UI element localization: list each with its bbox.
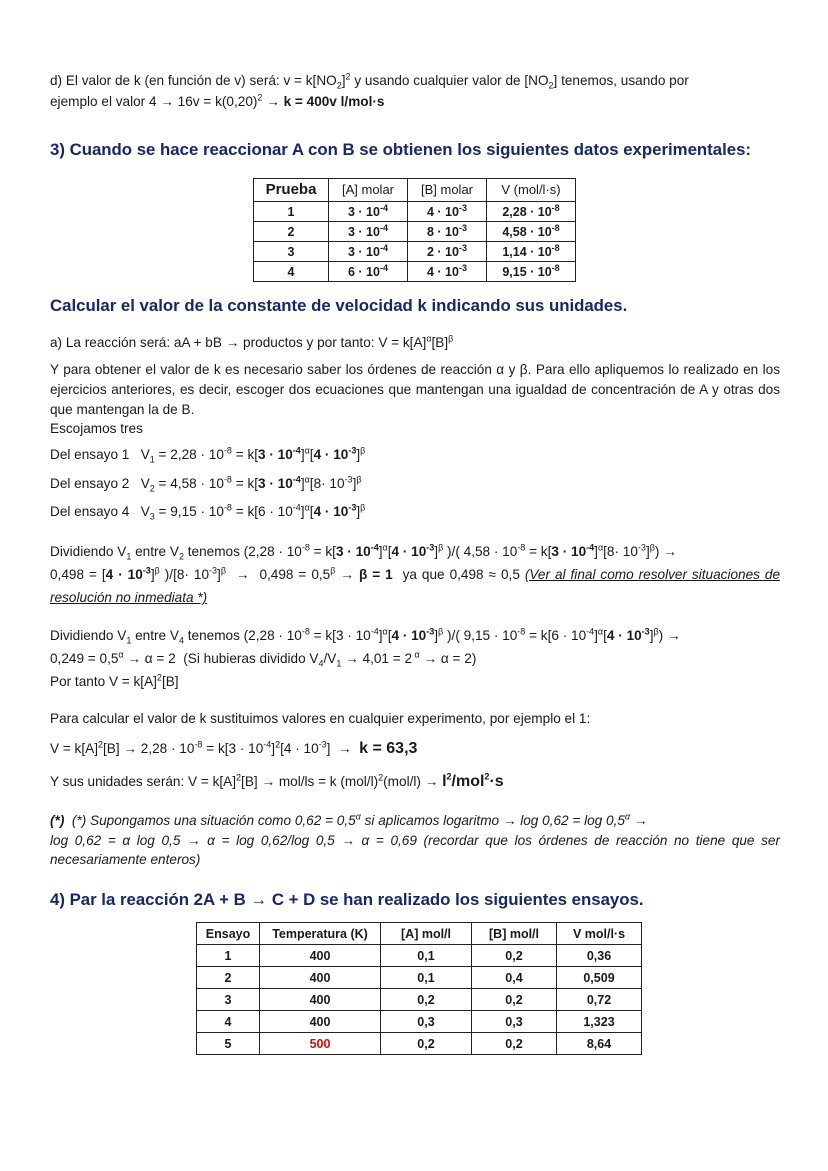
table-header-row [197, 923, 642, 945]
table-cell: 0,1 [381, 945, 472, 967]
table-row [197, 1011, 642, 1033]
column-header: [B] molar [408, 179, 487, 202]
table-cell: 0,2 [472, 989, 557, 1011]
table-cell: 3 [254, 242, 329, 262]
table-cell: $9,15 \cdot 10^{-8}$ [487, 262, 576, 282]
table-row [254, 242, 576, 262]
table-cell: 2 [197, 967, 260, 989]
escojamos-line: Escojamos tres [50, 421, 143, 437]
units-line: Y sus unidades serán: $V = k[A]^2[B] \to mol/ls = k$ $(mol/l)^2(mol/l) \to l^2/mol^2\cdot s$ [50, 771, 504, 790]
table-cell: 400 [260, 967, 381, 989]
section-3-heading: 3) Cuando se hace reaccionar A con B se obtienen los siguientes datos experimentales: [50, 140, 751, 160]
table-cell: $4,58 \cdot 10^{-8}$ [487, 222, 576, 242]
section-3-subheading: Calcular el valor de la constante de velocidad k indicando sus unidades. [50, 296, 628, 316]
table-header-row [254, 179, 576, 202]
table-cell: 0,72 [557, 989, 642, 1011]
table-cell: 1 [254, 202, 329, 222]
table-cell: 8,64 [557, 1033, 642, 1055]
table-cell: $4 \cdot 10^{-3}$ [408, 202, 487, 222]
column-header: [B] mol/l [472, 923, 557, 945]
part-d-paragraph: d) El valor de k (en función de v) será: $v = k[NO_2]^2$ y usando cualquier valor de $[NO_2]$ tenemos, usando por ejemplo el valor $4 \to 16v = k(0,20)^2 \to k = 400v$ l/mol·s [50, 71, 689, 110]
table-cell: $2 \cdot 10^{-3}$ [408, 242, 487, 262]
reaction-line: a) La reacción será: aA + bB → productos y por tanto: $V = k[A]^\alpha[B]^\beta$ [50, 333, 454, 350]
table-cell: 4 [197, 1011, 260, 1033]
table-cell: 0,2 [472, 1033, 557, 1055]
table-cell: $3 \cdot 10^{-4}$ [329, 242, 408, 262]
table-cell: 0,509 [557, 967, 642, 989]
table-row [197, 967, 642, 989]
table-row [197, 945, 642, 967]
table-cell: 0,3 [381, 1011, 472, 1033]
table-cell: 0,4 [472, 967, 557, 989]
section-3-data-table [253, 178, 576, 282]
equation-ensayo-1: Del ensayo 1 $V_1 = 2,28 \cdot 10^{-8} = k[3 \cdot 10^{-4}]^\alpha[4 \cdot 10^{-3}]^\beta$ [50, 445, 366, 465]
table-cell: 400 [260, 945, 381, 967]
table-row [197, 1033, 642, 1055]
table-cell: 1 [197, 945, 260, 967]
table-cell: $8 \cdot 10^{-3}$ [408, 222, 487, 242]
table-cell: $4 \cdot 10^{-3}$ [408, 262, 487, 282]
table-cell: 400 [260, 989, 381, 1011]
k-calculation: $V = k[A]^2[B] \to 2,28 \cdot 10^{-8} = k[3 \cdot 10^{-4}]^2[4 \cdot 10^{-3}] \to k = 63,3$ [50, 739, 418, 757]
document-page [50, 70, 780, 1055]
division-v1-v2: Dividiendo $V_1$ entre $V_2$ tenemos ($2,28 \cdot 10^{-8} = k[3 \cdot 10^{-4}]^\alpha[4 \cdot 10^{-3}]^\beta$ )/( $4,58 \cdot 10^{-8} = k[3 \cdot 10^{-4}]^\alpha[8\cdot 10^{-3}]^\beta$) → $0,498 = [4 \cdot 10^{-3}]^\beta$ )$/[8\cdot 10^{-3}]^\beta \to 0,498 = 0,5^\beta \to \beta = 1$ ya que 0,498 ≈ 0,5 (Ver al final como resolver situaciones de resolución no inmediata *) [50, 542, 781, 606]
division-v1-v4: Dividiendo $V_1$ entre $V_4$ tenemos ($2,28 \cdot 10^{-8} = k[3 \cdot 10^{-4}]^\alpha[4 \cdot 10^{-3}]^\beta$ )/( $9,15 \cdot 10^{-8} = k[6 \cdot 10^{-4}]^\alpha[4 \cdot 10^{-3}]^\beta$) → $0,249 = 0,5^\alpha \to \alpha = 2$ (Si hubieras dividido $V_4/V_1 \to 4,01 = 2$ $^\alpha$ → α = 2) Por tanto $V = k[A]^2[B]$ [50, 625, 681, 689]
table-cell: 0,36 [557, 945, 642, 967]
column-header: V (mol/l·s) [487, 179, 576, 202]
column-header: Temperatura (K) [260, 923, 381, 945]
table-cell: $2,28 \cdot 10^{-8}$ [487, 202, 576, 222]
table-cell: 5 [197, 1033, 260, 1055]
table-cell: 0,2 [381, 989, 472, 1011]
table-cell: $6 \cdot 10^{-4}$ [329, 262, 408, 282]
table-row [254, 262, 576, 282]
section-4-heading: 4) Par la reacción 2A + B → C + D se han realizado los siguientes ensayos. [50, 890, 644, 910]
table-cell: $3 \cdot 10^{-4}$ [329, 222, 408, 242]
table-cell: $3 \cdot 10^{-4}$ [329, 202, 408, 222]
table-cell-highlight: 500 [260, 1033, 381, 1055]
table-cell: 2 [254, 222, 329, 242]
equation-ensayo-2: Del ensayo 2 $V_2 = 4,58 \cdot 10^{-8} = k[3 \cdot 10^{-4}]^\alpha[8\cdot 10^{-3}]^\beta$ [50, 474, 362, 494]
column-header: [A] mol/l [381, 923, 472, 945]
table-cell: $1,14 \cdot 10^{-8}$ [487, 242, 576, 262]
column-header: Ensayo [197, 923, 260, 945]
column-header: Prueba [254, 179, 329, 202]
table-cell: 0,2 [381, 1033, 472, 1055]
table-row [197, 989, 642, 1011]
footnote: (*) (*) Supongamos una situación como $0,62 = 0,5^\alpha$ si aplicamos logaritmo → $\log 0,62 = \log 0,5^\alpha$ → log 0,62 = α log 0,5 → α = log 0,62/log 0,5 → α = 0,69 (recordar que los órdenes de reacción no tiene que ser necesariamente enteros) [50, 811, 780, 868]
table-cell: 3 [197, 989, 260, 1011]
table-cell: 400 [260, 1011, 381, 1033]
see-note-link: (Ver al final como resolver situaciones de resolución no inmediata *) [50, 567, 781, 606]
column-header: V mol/l·s [557, 923, 642, 945]
equation-ensayo-4: Del ensayo 4 $V_3 = 9,15 \cdot 10^{-8} = k[6 \cdot 10^{-4}]^\alpha[4 \cdot 10^{-3}]^\beta$ [50, 502, 366, 523]
calc-k-intro: Para calcular el valor de k sustituimos valores en cualquier experimento, por ejemplo el 1: [50, 710, 591, 726]
table-cell: 0,3 [472, 1011, 557, 1033]
table-row [254, 202, 576, 222]
table-row [254, 222, 576, 242]
table-cell: 0,1 [381, 967, 472, 989]
table-cell: 1,323 [557, 1011, 642, 1033]
explanation-paragraph: Y para obtener el valor de k es necesario saber los órdenes de reacción α y β. Para ello apliquemos lo realizado en los ejercicios anteriores, es decir, escoger dos ecuaciones que mantengan una igualdad de concentración de A y otras dos que mantengan la de B. [50, 362, 780, 417]
section-4-data-table [196, 922, 642, 1055]
table-cell: 0,2 [472, 945, 557, 967]
table-cell: 4 [254, 262, 329, 282]
column-header: [A] molar [329, 179, 408, 202]
